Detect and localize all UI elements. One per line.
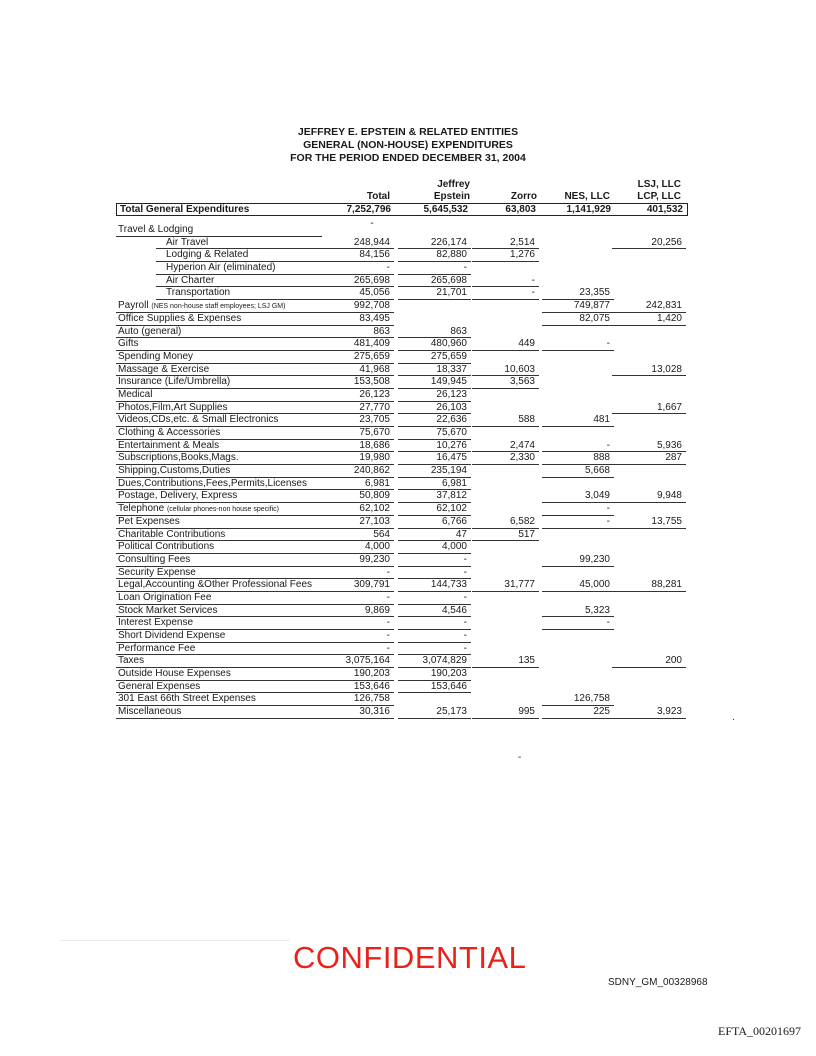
table-row bbox=[116, 389, 688, 402]
cell-lsj: 1,667 bbox=[656, 401, 682, 413]
table-row bbox=[116, 567, 688, 580]
row-label bbox=[118, 630, 225, 642]
cell-jeffrey: 235,194 bbox=[430, 465, 467, 477]
cell-nes: 3,049 bbox=[584, 490, 610, 502]
cell-total: 75,670 bbox=[359, 427, 390, 438]
table-row bbox=[116, 287, 688, 300]
cell-zorro: 588 bbox=[518, 414, 535, 426]
cell-jeffrey: 480,960 bbox=[430, 338, 467, 350]
table-row bbox=[116, 313, 688, 326]
cell-total: 19,980 bbox=[359, 452, 390, 464]
cell-total: 309,791 bbox=[353, 579, 390, 591]
cell-rule bbox=[322, 718, 394, 719]
row-label bbox=[118, 376, 230, 388]
col-header-total: Total bbox=[366, 191, 390, 202]
cell-nes: 99,230 bbox=[579, 553, 610, 565]
table-row bbox=[116, 300, 688, 313]
cell-total: 26,123 bbox=[359, 388, 390, 400]
cell-total: 481,409 bbox=[353, 338, 390, 350]
cell-zorro: 2,514 bbox=[509, 236, 535, 248]
cell-zorro: 10,603 bbox=[504, 363, 535, 375]
row-label bbox=[118, 516, 180, 528]
cell-total: 83,495 bbox=[359, 312, 390, 324]
cell-zorro: - bbox=[531, 274, 535, 286]
total-row-jeffrey: 5,645,532 bbox=[423, 204, 468, 215]
cell-jeffrey: 144,733 bbox=[430, 579, 467, 591]
cell-rule bbox=[398, 718, 471, 719]
table-row bbox=[116, 427, 688, 440]
col-header-lsj bbox=[615, 179, 681, 203]
cell-lsj: 88,281 bbox=[651, 579, 682, 591]
bates-number: SDNY_GM_00328968 bbox=[608, 977, 708, 988]
cell-total: 41,968 bbox=[359, 363, 390, 375]
cell-zorro: 995 bbox=[518, 706, 535, 718]
row-label bbox=[118, 655, 144, 667]
cell-jeffrey: 16,475 bbox=[436, 452, 467, 464]
cell-nes: - bbox=[606, 515, 610, 527]
cell-total: 265,698 bbox=[353, 274, 390, 286]
cell-jeffrey: 21,701 bbox=[436, 287, 467, 299]
row-label bbox=[118, 452, 239, 464]
row-label bbox=[118, 579, 312, 591]
cell-total: 240,862 bbox=[353, 465, 390, 477]
row-label bbox=[118, 440, 219, 452]
cell-lsj: 1,420 bbox=[656, 312, 682, 324]
row-label-text: Short Dividend Expense bbox=[118, 630, 226, 641]
cell-total: - bbox=[386, 591, 390, 603]
row-label-text: Taxes bbox=[118, 655, 145, 667]
row-label-text: Medical bbox=[118, 388, 153, 400]
cell-jeffrey: 4,000 bbox=[441, 541, 467, 553]
table-row bbox=[116, 655, 688, 668]
row-label-text: Entertainment & Meals bbox=[118, 439, 220, 451]
table-row bbox=[116, 249, 688, 262]
table-row bbox=[116, 224, 688, 237]
cell-nes: 23,355 bbox=[579, 287, 610, 299]
cell-total: 84,156 bbox=[359, 249, 390, 261]
cell-zorro: 449 bbox=[518, 338, 535, 350]
cell-total: 18,686 bbox=[359, 439, 390, 451]
row-label bbox=[118, 490, 237, 502]
cell-lsj: 242,831 bbox=[645, 300, 682, 312]
row-label-text: Security Expense bbox=[118, 566, 196, 578]
scan-artifact-line bbox=[60, 940, 290, 941]
cell-zorro: 3,563 bbox=[509, 376, 535, 388]
cell-total: 153,646 bbox=[353, 680, 390, 692]
cell-jeffrey: 4,546 bbox=[441, 604, 467, 616]
cell-jeffrey: 6,981 bbox=[441, 477, 467, 489]
table-row bbox=[116, 503, 688, 516]
cell-jeffrey: 82,880 bbox=[436, 249, 467, 261]
cell-jeffrey: 22,636 bbox=[436, 414, 467, 426]
row-label-note: (cellular phones-non house specific) bbox=[166, 506, 279, 514]
table-row bbox=[116, 554, 688, 567]
stray-dot: . bbox=[732, 712, 735, 723]
cell-jeffrey: 153,646 bbox=[430, 680, 467, 692]
total-dash-mark: - bbox=[370, 218, 374, 229]
cell-jeffrey: 25,173 bbox=[436, 706, 467, 718]
cell-total: 27,103 bbox=[359, 515, 390, 527]
row-label-text: Pet Expenses bbox=[118, 515, 180, 527]
row-label bbox=[118, 364, 209, 376]
total-row-zorro: 63,803 bbox=[505, 204, 536, 215]
table-row bbox=[116, 465, 688, 478]
cell-nes: 82,075 bbox=[579, 312, 610, 324]
row-label-text: Subscriptions,Books,Mags. bbox=[118, 452, 239, 464]
cell-jeffrey: - bbox=[463, 642, 467, 654]
row-label-text: Outside House Expenses bbox=[118, 668, 231, 680]
row-label-text: Photos,Film,Art Supplies bbox=[118, 401, 228, 413]
row-label-text: Air Travel bbox=[166, 236, 209, 248]
row-label bbox=[118, 541, 214, 553]
cell-nes: - bbox=[606, 617, 610, 629]
row-label-text: Transportation bbox=[166, 287, 231, 299]
row-label-text: Postage, Delivery, Express bbox=[118, 490, 238, 502]
cell-total: 126,758 bbox=[353, 693, 390, 705]
cell-zorro: - bbox=[531, 287, 535, 299]
cell-jeffrey: - bbox=[463, 617, 467, 629]
cell-zorro: 1,276 bbox=[509, 249, 535, 261]
row-label-text: Videos,CDs,etc. & Small Electronics bbox=[118, 414, 279, 426]
row-label-text: Hyperion Air (eliminated) bbox=[166, 262, 276, 274]
col-header-jeffrey-line1: Jeffrey bbox=[437, 179, 470, 190]
total-row-nes: 1,141,929 bbox=[566, 204, 611, 215]
cell-total: 190,203 bbox=[353, 668, 390, 680]
cell-total: 275,659 bbox=[353, 350, 390, 362]
row-label bbox=[118, 643, 195, 655]
table-row bbox=[116, 668, 688, 681]
cell-nes: - bbox=[606, 503, 610, 515]
row-label bbox=[118, 706, 181, 718]
row-label-text: Insurance (Life/Umbrella) bbox=[118, 376, 231, 388]
row-label-text: Clothing & Accessories bbox=[118, 427, 221, 438]
cell-total: 6,981 bbox=[364, 477, 390, 489]
row-label-text: General Expenses bbox=[118, 680, 201, 692]
row-label-text: 301 East 66th Street Expenses bbox=[118, 693, 256, 705]
row-label-text: Charitable Contributions bbox=[118, 528, 226, 540]
cell-zorro: 517 bbox=[518, 528, 535, 540]
table-row bbox=[116, 529, 688, 542]
cell-nes: 749,877 bbox=[573, 300, 610, 312]
row-label-text: Lodging & Related bbox=[166, 249, 249, 261]
table-row bbox=[116, 440, 688, 453]
row-label-text: Air Charter bbox=[166, 274, 215, 286]
cell-nes: 5,323 bbox=[584, 604, 610, 616]
table-row bbox=[116, 478, 688, 491]
table-row bbox=[116, 617, 688, 630]
row-label bbox=[166, 287, 230, 299]
cell-nes: 126,758 bbox=[573, 693, 610, 705]
table-row bbox=[116, 326, 688, 339]
cell-jeffrey: - bbox=[463, 566, 467, 578]
row-label bbox=[118, 351, 193, 363]
cell-total: 4,000 bbox=[364, 541, 390, 553]
row-label-text: Loan Origination Fee bbox=[118, 591, 212, 603]
cell-lsj: 5,936 bbox=[656, 439, 682, 451]
col-header-zorro: Zorro bbox=[510, 191, 537, 202]
row-label bbox=[118, 681, 200, 693]
cell-zorro: 31,777 bbox=[504, 579, 535, 591]
table-row bbox=[116, 681, 688, 694]
cell-nes: 481 bbox=[593, 414, 610, 426]
cell-zorro: 135 bbox=[518, 655, 535, 667]
cell-total: 99,230 bbox=[359, 553, 390, 565]
total-general-expenditures-row bbox=[116, 203, 688, 216]
row-label-text: Massage & Exercise bbox=[118, 363, 210, 375]
row-label-text: Stock Market Services bbox=[118, 604, 218, 616]
row-label-text: Office Supplies & Expenses bbox=[118, 312, 242, 324]
row-label bbox=[118, 326, 181, 338]
row-label bbox=[118, 414, 278, 426]
cell-jeffrey: - bbox=[463, 630, 467, 641]
cell-jeffrey: 75,670 bbox=[436, 427, 467, 438]
table-row bbox=[116, 643, 688, 656]
row-label bbox=[118, 617, 193, 629]
row-label-text: Performance Fee bbox=[118, 642, 196, 654]
cell-lsj: 13,755 bbox=[651, 515, 682, 527]
row-label bbox=[118, 338, 139, 350]
row-label bbox=[118, 554, 190, 566]
cell-rule bbox=[542, 718, 614, 719]
row-label bbox=[118, 427, 220, 439]
cell-jeffrey: 47 bbox=[455, 528, 467, 540]
total-row-label: Total General Expenditures bbox=[120, 204, 250, 215]
table-row bbox=[116, 630, 688, 643]
row-label bbox=[118, 478, 307, 490]
row-label-text: Miscellaneous bbox=[118, 706, 182, 718]
table-row bbox=[116, 490, 688, 503]
row-label bbox=[166, 275, 214, 287]
title-line-3: FOR THE PERIOD ENDED DECEMBER 31, 2004 bbox=[290, 152, 526, 164]
table-row bbox=[116, 592, 688, 605]
cell-jeffrey: - bbox=[463, 553, 467, 565]
cell-jeffrey: 26,103 bbox=[436, 401, 467, 413]
cell-jeffrey: 18,337 bbox=[436, 363, 467, 375]
cell-nes: 225 bbox=[593, 706, 610, 718]
efta-number: EFTA_00201697 bbox=[718, 1024, 802, 1038]
row-label-text: Travel & Lodging bbox=[118, 224, 194, 235]
cell-lsj: 3,923 bbox=[656, 706, 682, 718]
cell-jeffrey: 275,659 bbox=[430, 350, 467, 362]
cell-jeffrey: 62,102 bbox=[436, 503, 467, 515]
cell-total: 992,708 bbox=[353, 300, 390, 312]
cell-nes: 45,000 bbox=[579, 579, 610, 591]
cell-total: 863 bbox=[373, 325, 390, 337]
table-row bbox=[116, 351, 688, 364]
row-label-text: Telephone bbox=[118, 503, 165, 515]
table-row bbox=[116, 414, 688, 427]
cell-total: 153,508 bbox=[353, 376, 390, 388]
cell-total: - bbox=[386, 262, 390, 274]
row-label bbox=[118, 605, 217, 617]
row-label bbox=[118, 402, 228, 414]
cell-total: 23,705 bbox=[359, 414, 390, 426]
cell-jeffrey: 26,123 bbox=[436, 388, 467, 400]
table-row bbox=[116, 579, 688, 592]
table-row bbox=[116, 338, 688, 351]
table-row bbox=[116, 364, 688, 377]
report-title bbox=[0, 126, 816, 165]
cell-lsj: 200 bbox=[665, 655, 682, 667]
row-label-text: Dues,Contributions,Fees,Permits,Licenses bbox=[118, 477, 307, 489]
row-label bbox=[166, 249, 248, 261]
cell-total: 3,075,164 bbox=[345, 655, 390, 667]
cell-total: 45,056 bbox=[359, 287, 390, 299]
cell-lsj: 9,948 bbox=[656, 490, 682, 502]
cell-total: - bbox=[386, 566, 390, 578]
cell-zorro: 2,474 bbox=[509, 439, 535, 451]
cell-total: 27,770 bbox=[359, 401, 390, 413]
table-row bbox=[116, 237, 688, 250]
table-row bbox=[116, 693, 688, 706]
total-row-total: 7,252,796 bbox=[346, 204, 391, 215]
col-header-jeffrey bbox=[410, 179, 470, 203]
row-label bbox=[118, 313, 241, 325]
cell-nes: - bbox=[606, 439, 610, 451]
row-label bbox=[166, 237, 208, 249]
cell-total: 9,869 bbox=[364, 604, 390, 616]
cell-jeffrey: 863 bbox=[450, 325, 467, 337]
row-label-text: Legal,Accounting &Other Professional Fees bbox=[118, 579, 312, 591]
cell-total: 248,944 bbox=[353, 236, 390, 248]
cell-total: - bbox=[386, 630, 390, 641]
total-row-lsj: 401,532 bbox=[646, 204, 683, 215]
row-label bbox=[118, 693, 256, 705]
row-label-note: (NES non-house staff employees; LSJ GM) bbox=[151, 303, 286, 311]
table-row bbox=[116, 706, 688, 719]
row-label bbox=[166, 262, 276, 274]
table-row bbox=[116, 275, 688, 288]
row-label bbox=[118, 465, 230, 477]
row-label bbox=[118, 389, 152, 401]
cell-total: - bbox=[386, 617, 390, 629]
cell-jeffrey: 10,276 bbox=[436, 439, 467, 451]
row-label-text: Consulting Fees bbox=[118, 553, 191, 565]
cell-jeffrey: - bbox=[463, 591, 467, 603]
expenditures-table bbox=[116, 224, 688, 719]
row-rule bbox=[116, 718, 322, 719]
table-row bbox=[116, 541, 688, 554]
cell-lsj: 13,028 bbox=[651, 363, 682, 375]
table-row bbox=[116, 605, 688, 618]
table-row bbox=[116, 402, 688, 415]
cell-jeffrey: 226,174 bbox=[430, 236, 467, 248]
cell-total: 30,316 bbox=[359, 706, 390, 718]
row-label bbox=[118, 668, 231, 680]
table-row bbox=[116, 376, 688, 389]
row-label-text: Political Contributions bbox=[118, 541, 215, 553]
row-label-text: Payroll bbox=[118, 300, 149, 312]
stray-dash: - bbox=[518, 752, 522, 763]
cell-zorro: 6,582 bbox=[509, 515, 535, 527]
row-label-text: Interest Expense bbox=[118, 617, 194, 629]
cell-nes: 888 bbox=[593, 452, 610, 464]
row-label bbox=[118, 529, 225, 541]
col-header-lsj-line1: LSJ, LLC bbox=[637, 179, 681, 190]
row-label bbox=[118, 224, 193, 236]
cell-lsj: 20,256 bbox=[651, 236, 682, 248]
cell-jeffrey: 37,812 bbox=[436, 490, 467, 502]
cell-jeffrey: 149,945 bbox=[430, 376, 467, 388]
table-row bbox=[116, 452, 688, 465]
cell-rule bbox=[612, 718, 686, 719]
title-line-2: GENERAL (NON-HOUSE) EXPENDITURES bbox=[303, 139, 513, 151]
row-label bbox=[118, 567, 196, 579]
table-row bbox=[116, 262, 688, 275]
cell-jeffrey: - bbox=[463, 262, 467, 274]
title-line-1: JEFFREY E. EPSTEIN & RELATED ENTITIES bbox=[297, 126, 519, 138]
cell-jeffrey: 265,698 bbox=[430, 274, 467, 286]
row-label-text: Gifts bbox=[118, 338, 139, 350]
row-label-text: Auto (general) bbox=[118, 325, 182, 337]
table-row bbox=[116, 516, 688, 529]
row-label bbox=[118, 592, 211, 604]
cell-jeffrey: 6,766 bbox=[441, 515, 467, 527]
cell-jeffrey: 190,203 bbox=[430, 668, 467, 680]
cell-lsj: 287 bbox=[665, 452, 682, 464]
cell-total: 50,809 bbox=[359, 490, 390, 502]
confidential-stamp: CONFIDENTIAL bbox=[293, 940, 527, 975]
cell-total: 62,102 bbox=[359, 503, 390, 515]
cell-nes: 5,668 bbox=[584, 465, 610, 477]
cell-zorro: 2,330 bbox=[509, 452, 535, 464]
col-header-lsj-line2: LCP, LLC bbox=[637, 191, 681, 202]
row-label-text: Spending Money bbox=[118, 350, 194, 362]
cell-nes: - bbox=[606, 338, 610, 350]
cell-total: 564 bbox=[373, 528, 390, 540]
cell-jeffrey: 3,074,829 bbox=[422, 655, 467, 667]
cell-total: - bbox=[386, 642, 390, 654]
col-header-nes: NES, LLC bbox=[564, 191, 610, 202]
row-label-text: Shipping,Customs,Duties bbox=[118, 465, 231, 477]
cell-rule bbox=[472, 718, 539, 719]
col-header-jeffrey-line2: Epstein bbox=[433, 191, 470, 202]
